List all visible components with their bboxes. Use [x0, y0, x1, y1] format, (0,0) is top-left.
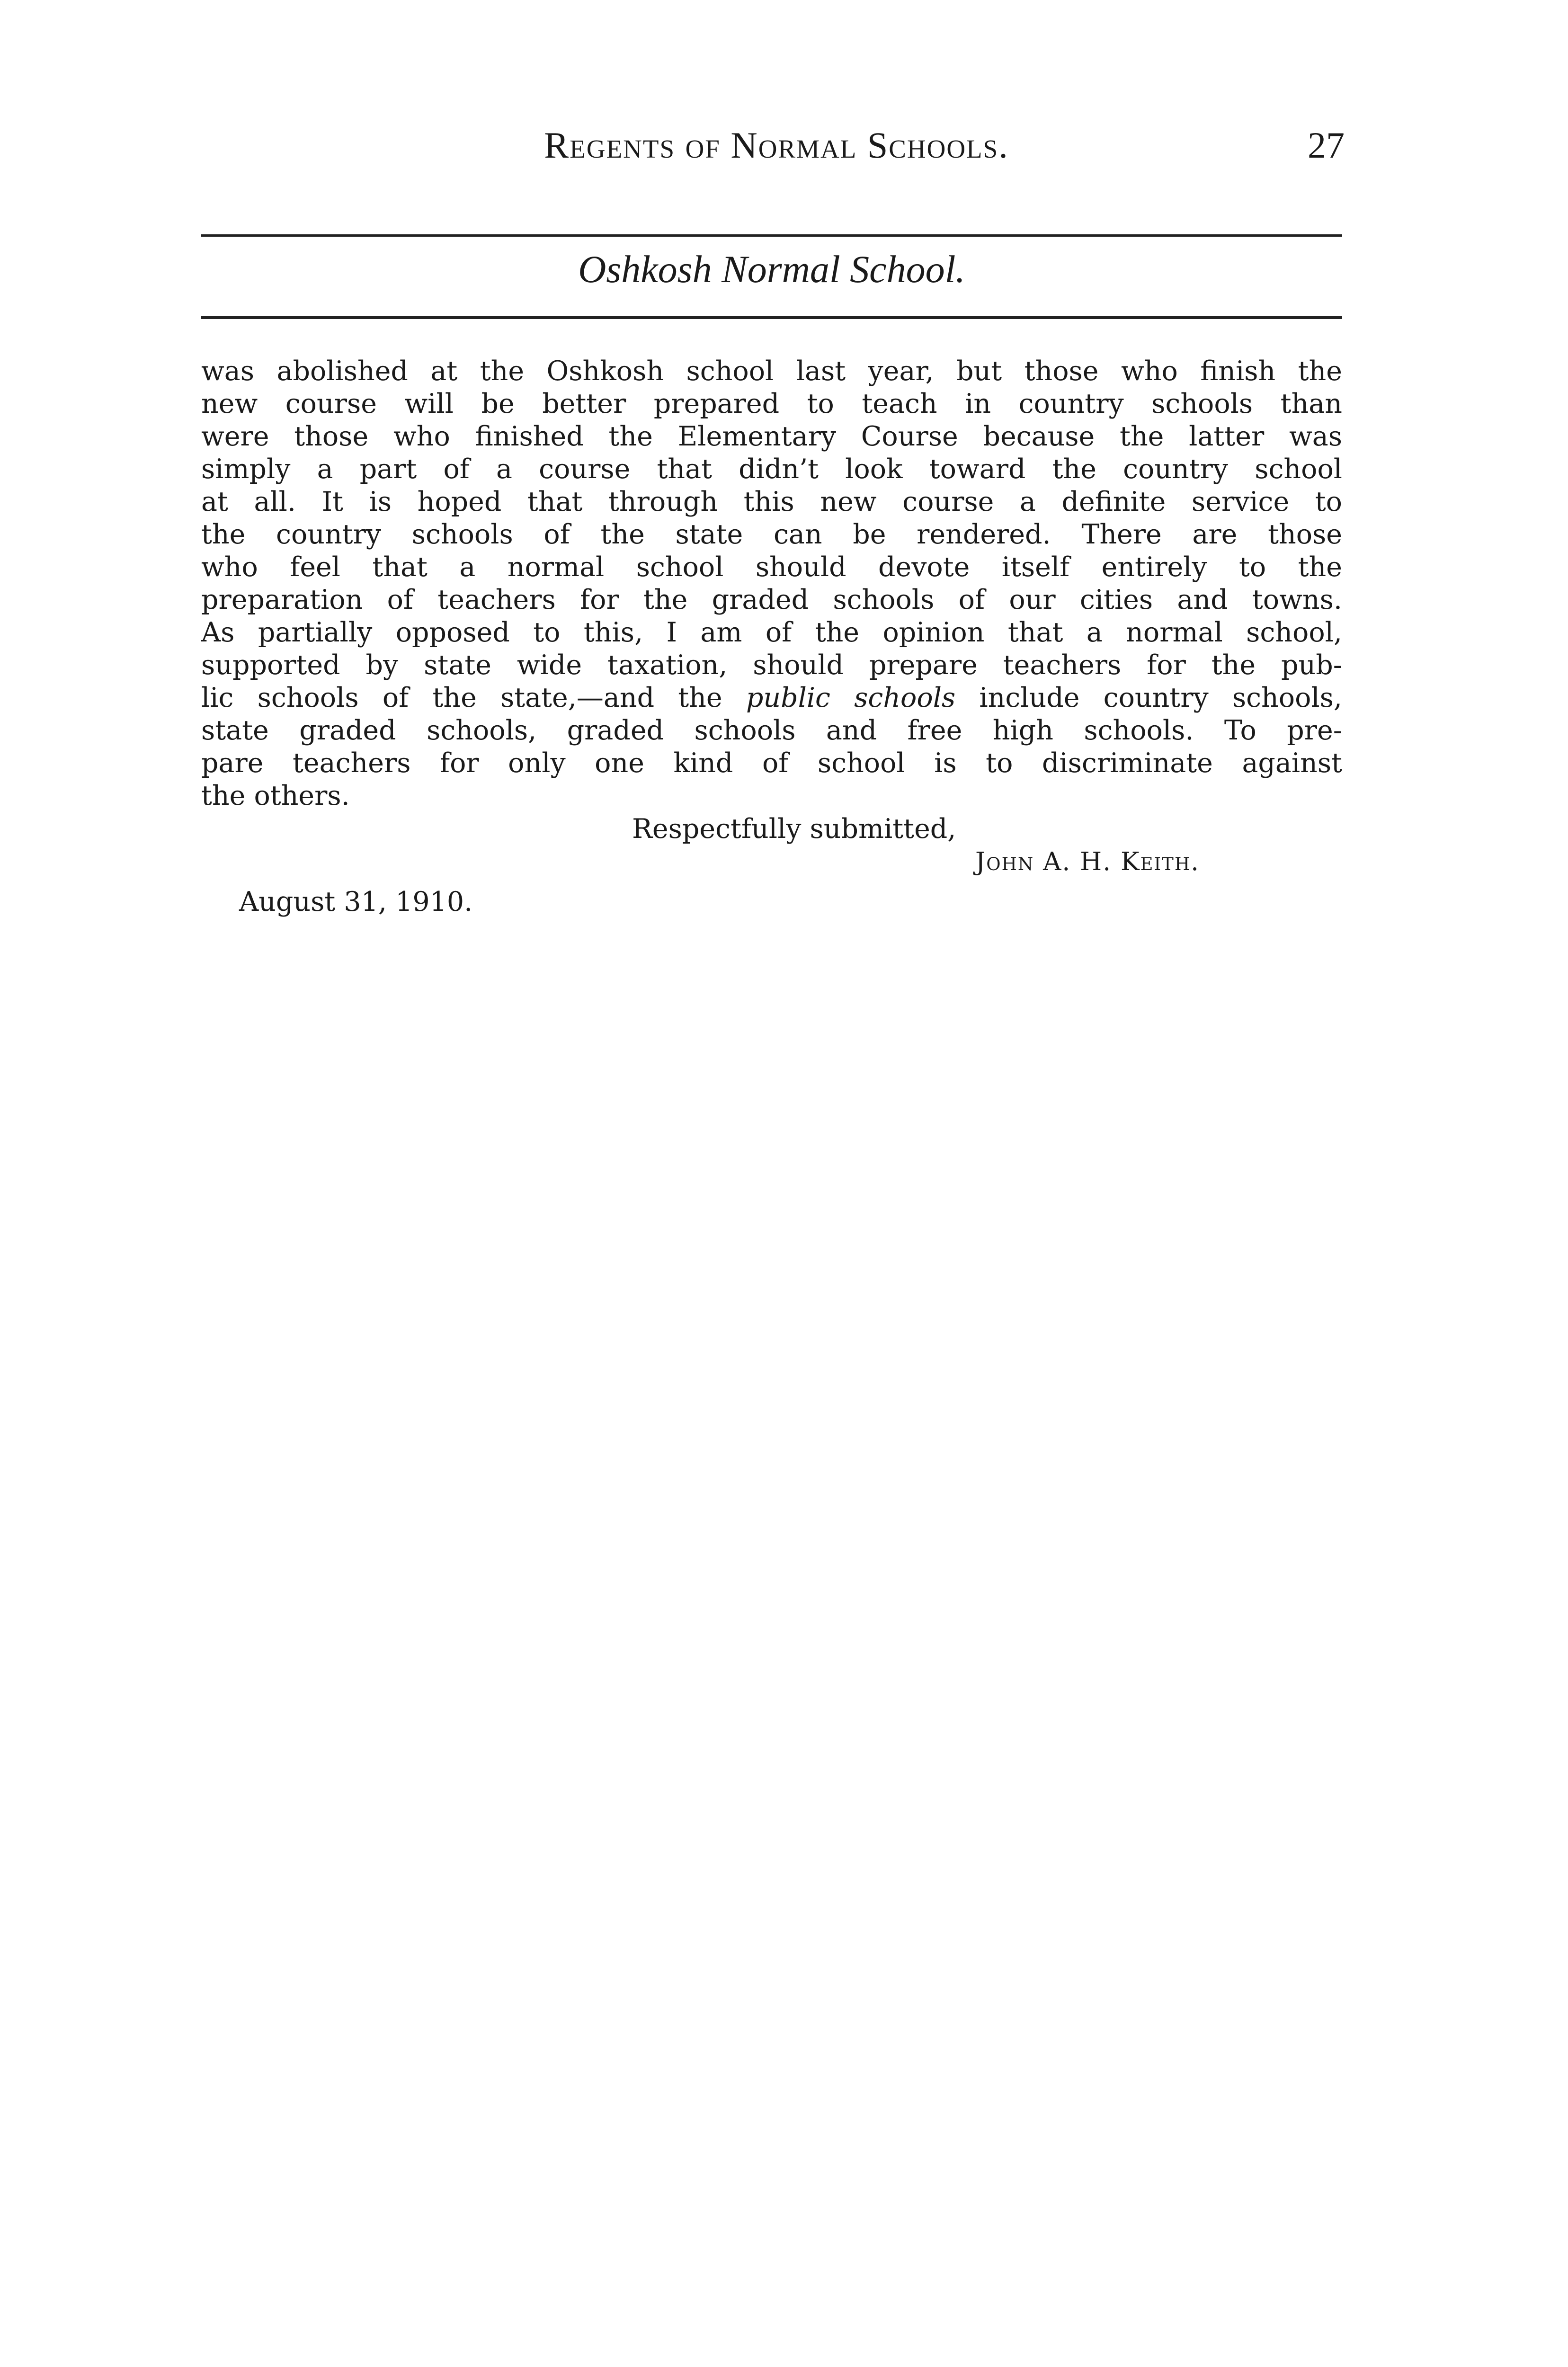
body-line: the country schools of the state can be rendered. There are those [201, 519, 1342, 550]
body-line-with-italic [201, 682, 1342, 714]
top-rule [201, 234, 1342, 237]
body-line: the others. [201, 780, 350, 811]
signature: John A. H. Keith. [975, 847, 1200, 876]
body-line: were those who finished the Elementary Course because the latter was [201, 421, 1342, 452]
closing-salutation: Respectfully submitted, [632, 813, 956, 845]
body-line: As partially opposed to this, I am of the opinion that a normal school, [201, 617, 1342, 648]
body-line-segment: lic schools of the state,—and the [201, 682, 746, 713]
body-line-segment: include country schools, [955, 682, 1342, 713]
body-line: new course will be better prepared to teach in country schools than [201, 388, 1342, 419]
body-line: was abolished at the Oshkosh school last year, but those who finish the [201, 356, 1342, 387]
body-line: supported by state wide taxation, should prepare teachers for the pub- [201, 650, 1342, 681]
body-line: who feel that a normal school should devote itself entirely to the [201, 552, 1342, 583]
page-number: 27 [1308, 125, 1345, 166]
italic-term: public schools [746, 682, 956, 713]
body-line: simply a part of a course that didn’t look toward the country school [201, 454, 1342, 485]
body-line: state graded schools, graded schools and free high schools. To pre- [201, 715, 1342, 746]
running-title: Regents of Normal Schools. [544, 125, 1009, 166]
body-line: at all. It is hoped that through this new course a definite service to [201, 486, 1342, 517]
report-date: August 31, 1910. [239, 886, 473, 917]
bottom-rule [201, 316, 1342, 319]
body-line: preparation of teachers for the graded schools of our cities and towns. [201, 584, 1342, 615]
body-line: pare teachers for only one kind of school is to discriminate against [201, 747, 1342, 779]
body-paragraph [201, 355, 1342, 812]
section-heading: Oshkosh Normal School. [578, 248, 965, 291]
